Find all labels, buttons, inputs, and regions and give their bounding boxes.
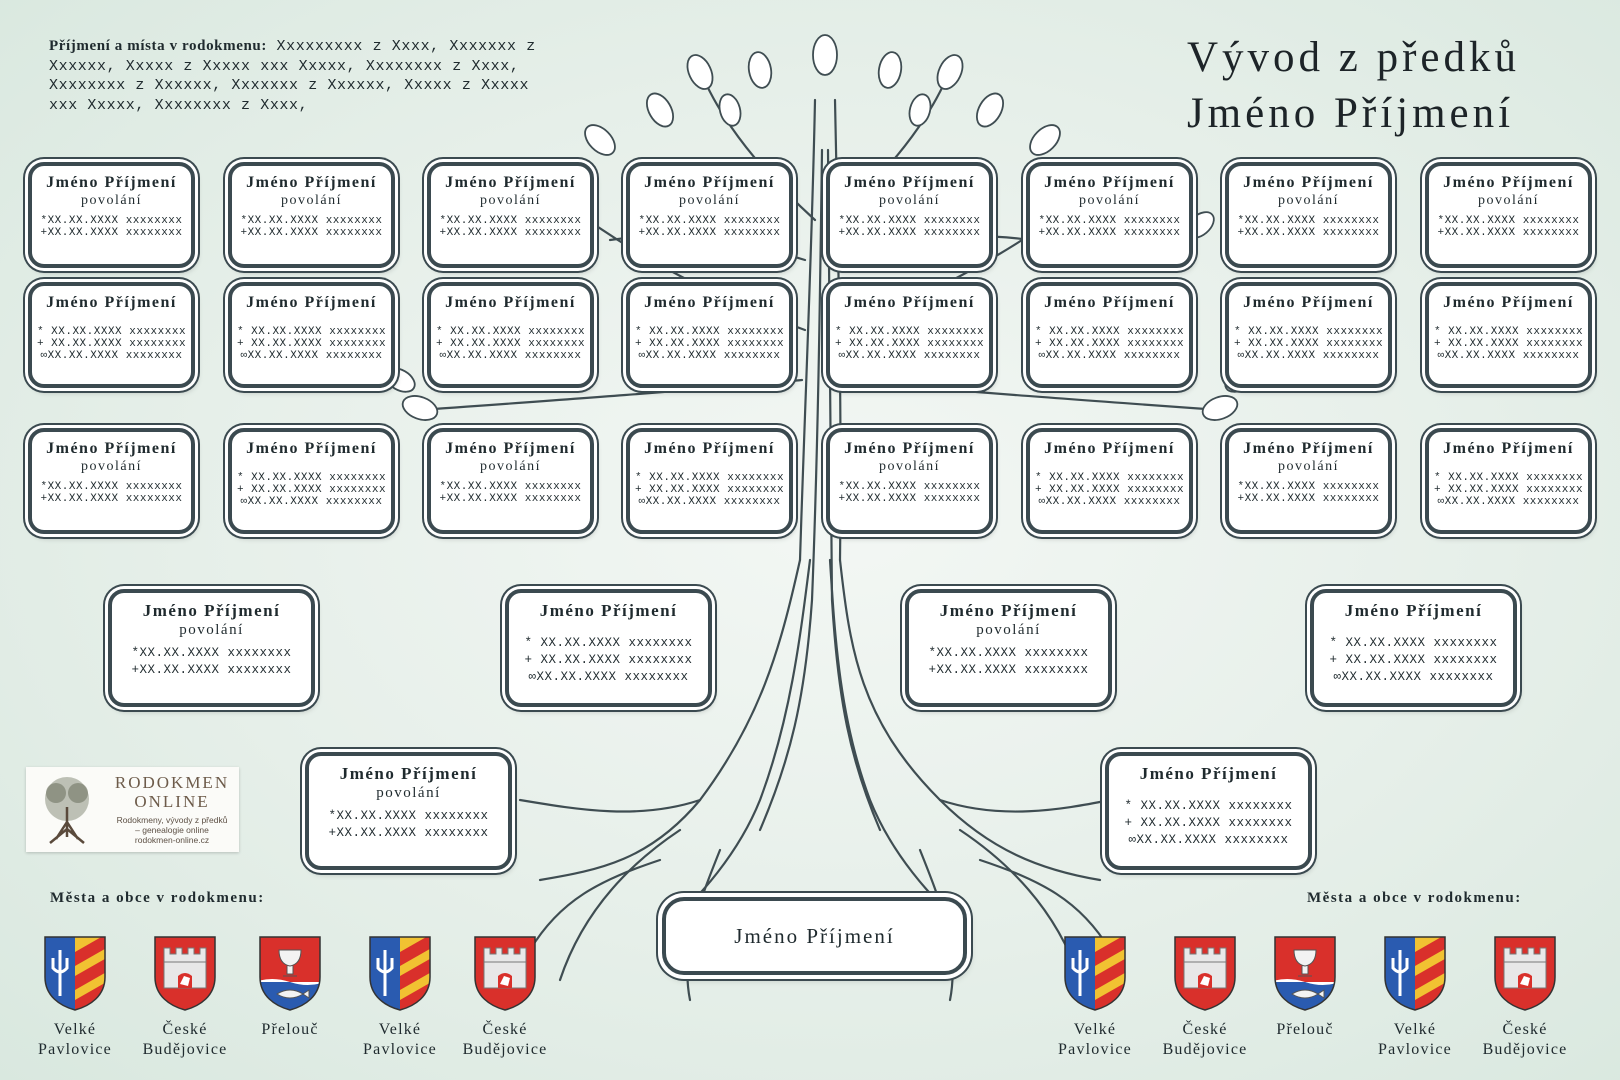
person-dates [232,326,391,362]
person-name: Jméno Příjmení [644,440,775,457]
person-date-line: +XX.XX.XXXX xxxxxxxx [328,826,489,840]
person-dates [309,808,508,842]
page-title [1187,30,1520,142]
person-date-line: * XX.XX.XXXX xxxxxxxx [236,472,387,484]
person-card [626,282,793,388]
person-card [1105,752,1312,870]
person-date-line: +XX.XX.XXXX xxxxxxxx [1038,227,1181,239]
castle-lion-shield-icon [1155,932,1255,1014]
town-entry [1045,932,1145,1060]
town-entry [350,932,450,1060]
person-dates [431,215,590,239]
person-name: Jméno Příjmení [644,174,775,191]
person-card [1425,162,1592,268]
person-card [826,428,993,534]
person-name: Jméno Příjmení [246,440,377,457]
person-date-line: * XX.XX.XXXX xxxxxxxx [1329,636,1498,650]
person-dates [1030,472,1189,508]
pitchfork-shield-icon [350,932,450,1014]
person-name: Jméno Příjmení [844,294,975,311]
person-name: Jméno Příjmení [644,294,775,311]
person-dates [509,635,708,686]
person-dates [1109,798,1308,849]
town-entry [25,932,125,1060]
person-date-line: ∞XX.XX.XXXX xxxxxxxx [1437,350,1580,362]
town-entry [1255,932,1355,1040]
root-person-name: Jméno Příjmení [734,923,895,948]
person-card [228,428,395,534]
person-dates [1429,215,1588,239]
person-date-line: + XX.XX.XXXX xxxxxxxx [634,484,785,496]
person-date-line: ∞XX.XX.XXXX xxxxxxxx [638,496,781,508]
person-date-line: *XX.XX.XXXX xxxxxxxx [838,215,981,227]
person-card [1026,428,1193,534]
person-name: Jméno Příjmení [1243,174,1374,191]
person-card [626,428,793,534]
person-card [427,428,594,534]
person-name: Jméno Příjmení [46,440,177,457]
person-dates [32,481,191,505]
person-date-line: * XX.XX.XXXX xxxxxxxx [1034,326,1185,338]
person-dates [112,645,311,679]
person-date-line: * XX.XX.XXXX xxxxxxxx [634,472,785,484]
person-name: Jméno Příjmení [844,440,975,457]
person-date-line: *XX.XX.XXXX xxxxxxxx [838,481,981,493]
person-date-line: +XX.XX.XXXX xxxxxxxx [40,493,183,505]
person-card [427,162,594,268]
person-date-line: + XX.XX.XXXX xxxxxxxx [1124,816,1293,830]
person-card [505,589,712,707]
town-name: Velké Pavlovice [363,1021,437,1058]
person-name: Jméno Příjmení [939,601,1078,620]
person-dates [1429,326,1588,362]
person-occupation: povolání [1278,193,1339,208]
person-dates [830,481,989,505]
person-date-line: * XX.XX.XXXX xxxxxxxx [236,326,387,338]
person-date-line: +XX.XX.XXXX xxxxxxxx [1237,227,1380,239]
person-date-line: +XX.XX.XXXX xxxxxxxx [1237,493,1380,505]
person-card [905,589,1112,707]
person-date-line: + XX.XX.XXXX xxxxxxxx [1433,484,1584,496]
person-occupation: povolání [376,785,441,801]
person-occupation: povolání [480,193,541,208]
person-date-line: *XX.XX.XXXX xxxxxxxx [1038,215,1181,227]
person-occupation: povolání [879,193,940,208]
person-date-line: *XX.XX.XXXX xxxxxxxx [40,215,183,227]
person-dates [830,215,989,239]
person-date-line: +XX.XX.XXXX xxxxxxxx [439,493,582,505]
person-date-line: *XX.XX.XXXX xxxxxxxx [1437,215,1580,227]
person-occupation: povolání [81,193,142,208]
tree-logo-icon [28,767,106,852]
person-name: Jméno Příjmení [1044,294,1175,311]
person-card [1425,428,1592,534]
person-date-line: * XX.XX.XXXX xxxxxxxx [1233,326,1384,338]
person-dates [232,215,391,239]
person-card [1425,282,1592,388]
person-date-line: *XX.XX.XXXX xxxxxxxx [240,215,383,227]
person-name: Jméno Příjmení [1243,440,1374,457]
person-dates [1314,635,1513,686]
person-date-line: ∞XX.XX.XXXX xxxxxxxx [528,670,689,684]
person-date-line: + XX.XX.XXXX xxxxxxxx [36,338,187,350]
person-name: Jméno Příjmení [1344,601,1483,620]
person-dates [431,481,590,505]
person-name: Jméno Příjmení [1139,764,1278,783]
person-name: Jméno Příjmení [1044,174,1175,191]
person-card [108,589,315,707]
person-date-line: * XX.XX.XXXX xxxxxxxx [1124,799,1293,813]
logo-sub-2: – genealogie online [135,825,209,835]
person-card [228,282,395,388]
person-occupation: povolání [480,459,541,474]
person-occupation: povolání [1478,193,1539,208]
person-date-line: + XX.XX.XXXX xxxxxxxx [1034,338,1185,350]
person-date-line: ∞XX.XX.XXXX xxxxxxxx [240,350,383,362]
rodokmen-online-logo [26,767,239,852]
root-person-card [662,897,967,975]
person-name: Jméno Příjmení [142,601,281,620]
person-card [228,162,395,268]
person-dates [431,326,590,362]
person-name: Jméno Příjmení [445,294,576,311]
chalice-fish-shield-icon [240,932,340,1014]
person-date-line: + XX.XX.XXXX xxxxxxxx [1034,484,1185,496]
logo-title-2: ONLINE [134,792,210,811]
person-date-line: * XX.XX.XXXX xxxxxxxx [435,326,586,338]
surnames-text: Xxxxxxxxx z Xxxx, Xxxxxxx z Xxxxxx, Xxxxx z Xxxxx xxx Xxxxx, Xxxxxxxx z Xxxx, Xxxxxxxx z Xxxxxx, Xxxxxxx z Xxxxxx, Xxxxx z Xxxxx xxx Xxxxx, Xxxxxxxx z Xxxx, [49,38,536,114]
town-name: Přelouč [1276,1021,1334,1038]
person-date-line: *XX.XX.XXXX xxxxxxxx [328,809,489,823]
person-date-line: *XX.XX.XXXX xxxxxxxx [131,646,292,660]
person-card [626,162,793,268]
person-date-line: + XX.XX.XXXX xxxxxxxx [1329,653,1498,667]
person-dates [32,326,191,362]
person-card [305,752,512,870]
person-date-line: ∞XX.XX.XXXX xxxxxxxx [1437,496,1580,508]
person-name: Jméno Příjmení [1243,294,1374,311]
person-dates [630,472,789,508]
person-dates [630,326,789,362]
person-occupation: povolání [179,622,244,638]
person-dates [830,326,989,362]
person-date-line: + XX.XX.XXXX xxxxxxxx [524,653,693,667]
person-occupation: povolání [1278,459,1339,474]
person-dates [1030,326,1189,362]
person-date-line: ∞XX.XX.XXXX xxxxxxxx [40,350,183,362]
castle-lion-shield-icon [135,932,235,1014]
person-date-line: ∞XX.XX.XXXX xxxxxxxx [638,350,781,362]
person-dates [32,215,191,239]
person-name: Jméno Příjmení [445,440,576,457]
town-name: České Budějovice [142,1021,228,1058]
person-date-line: *XX.XX.XXXX xxxxxxxx [928,646,1089,660]
town-entry [1475,932,1575,1060]
person-date-line: * XX.XX.XXXX xxxxxxxx [1433,326,1584,338]
person-card [1225,282,1392,388]
person-date-line: ∞XX.XX.XXXX xxxxxxxx [1128,833,1289,847]
person-card [28,428,195,534]
person-date-line: ∞XX.XX.XXXX xxxxxxxx [439,350,582,362]
person-date-line: + XX.XX.XXXX xxxxxxxx [834,338,985,350]
logo-title [106,773,238,811]
town-name: Přelouč [261,1021,319,1038]
person-date-line: + XX.XX.XXXX xxxxxxxx [435,338,586,350]
person-occupation: povolání [81,459,142,474]
surnames-list [49,37,549,115]
person-occupation: povolání [281,193,342,208]
pitchfork-shield-icon [25,932,125,1014]
town-entry [1155,932,1255,1060]
person-card [1026,162,1193,268]
chalice-fish-shield-icon [1255,932,1355,1014]
person-date-line: + XX.XX.XXXX xxxxxxxx [1433,338,1584,350]
person-date-line: + XX.XX.XXXX xxxxxxxx [236,484,387,496]
person-name: Jméno Příjmení [246,294,377,311]
person-card [427,282,594,388]
town-name: Velké Pavlovice [1058,1021,1132,1058]
logo-title-1: RODOKMEN [114,773,230,792]
person-card [826,162,993,268]
title-line-1: Vývod z předků [1186,34,1520,81]
person-card [28,162,195,268]
person-date-line: *XX.XX.XXXX xxxxxxxx [1237,481,1380,493]
person-dates [630,215,789,239]
person-card [1225,428,1392,534]
person-date-line: *XX.XX.XXXX xxxxxxxx [638,215,781,227]
person-date-line: ∞XX.XX.XXXX xxxxxxxx [1038,350,1181,362]
person-date-line: ∞XX.XX.XXXX xxxxxxxx [1038,496,1181,508]
person-date-line: * XX.XX.XXXX xxxxxxxx [36,326,187,338]
logo-sub-1: Rodokmeny, vývody z předků [116,815,228,825]
person-name: Jméno Příjmení [339,764,478,783]
person-name: Jméno Příjmení [539,601,678,620]
person-date-line: +XX.XX.XXXX xxxxxxxx [131,663,292,677]
town-entry [135,932,235,1060]
person-card [826,282,993,388]
pitchfork-shield-icon [1045,932,1145,1014]
person-dates [1429,472,1588,508]
person-date-line: +XX.XX.XXXX xxxxxxxx [1437,227,1580,239]
person-occupation: povolání [976,622,1041,638]
person-name: Jméno Příjmení [1044,440,1175,457]
town-entry [455,932,555,1060]
person-date-line: *XX.XX.XXXX xxxxxxxx [439,215,582,227]
person-date-line: ∞XX.XX.XXXX xxxxxxxx [240,496,383,508]
person-name: Jméno Příjmení [445,174,576,191]
logo-subtitle [106,815,238,845]
person-date-line: +XX.XX.XXXX xxxxxxxx [638,227,781,239]
logo-sub-3: rodokmen-online.cz [134,835,210,845]
person-name: Jméno Příjmení [46,174,177,191]
person-date-line: * XX.XX.XXXX xxxxxxxx [524,636,693,650]
title-line-2: Jméno Příjmení [1186,90,1515,137]
pitchfork-shield-icon [1365,932,1465,1014]
person-date-line: *XX.XX.XXXX xxxxxxxx [439,481,582,493]
person-date-line: +XX.XX.XXXX xxxxxxxx [838,227,981,239]
towns-title-left: Města a obce v rodokmenu: [50,890,265,906]
person-date-line: +XX.XX.XXXX xxxxxxxx [838,493,981,505]
person-date-line: +XX.XX.XXXX xxxxxxxx [240,227,383,239]
person-name: Jméno Příjmení [246,174,377,191]
person-dates [1030,215,1189,239]
person-dates [1229,215,1388,239]
town-entry [1365,932,1465,1060]
person-date-line: * XX.XX.XXXX xxxxxxxx [1433,472,1584,484]
person-card [1310,589,1517,707]
person-dates [909,645,1108,679]
castle-lion-shield-icon [455,932,555,1014]
person-card [1225,162,1392,268]
person-name: Jméno Příjmení [1443,440,1574,457]
person-occupation: povolání [879,459,940,474]
town-name: Velké Pavlovice [1378,1021,1452,1058]
person-date-line: +XX.XX.XXXX xxxxxxxx [439,227,582,239]
person-date-line: ∞XX.XX.XXXX xxxxxxxx [1333,670,1494,684]
person-dates [1229,326,1388,362]
person-name: Jméno Příjmení [1443,294,1574,311]
person-date-line: + XX.XX.XXXX xxxxxxxx [236,338,387,350]
towns-title-right: Města a obce v rodokmenu: [1307,890,1522,906]
person-name: Jméno Příjmení [46,294,177,311]
person-date-line: ∞XX.XX.XXXX xxxxxxxx [838,350,981,362]
town-name: Velké Pavlovice [38,1021,112,1058]
castle-lion-shield-icon [1475,932,1575,1014]
person-date-line: *XX.XX.XXXX xxxxxxxx [1237,215,1380,227]
person-occupation: povolání [679,193,740,208]
person-date-line: +XX.XX.XXXX xxxxxxxx [40,227,183,239]
person-date-line: + XX.XX.XXXX xxxxxxxx [634,338,785,350]
person-date-line: * XX.XX.XXXX xxxxxxxx [1034,472,1185,484]
person-date-line: * XX.XX.XXXX xxxxxxxx [634,326,785,338]
person-occupation: povolání [1079,193,1140,208]
person-date-line: * XX.XX.XXXX xxxxxxxx [834,326,985,338]
surnames-label: Příjmení a místa v rodokmenu: [49,38,267,54]
person-date-line: *XX.XX.XXXX xxxxxxxx [40,481,183,493]
town-name: České Budějovice [462,1021,548,1058]
person-card [1026,282,1193,388]
town-name: České Budějovice [1482,1021,1568,1058]
person-dates [232,472,391,508]
town-name: České Budějovice [1162,1021,1248,1058]
person-date-line: +XX.XX.XXXX xxxxxxxx [928,663,1089,677]
person-card [28,282,195,388]
person-name: Jméno Příjmení [1443,174,1574,191]
person-name: Jméno Příjmení [844,174,975,191]
town-entry [240,932,340,1040]
person-dates [1229,481,1388,505]
person-date-line: + XX.XX.XXXX xxxxxxxx [1233,338,1384,350]
person-date-line: ∞XX.XX.XXXX xxxxxxxx [1237,350,1380,362]
